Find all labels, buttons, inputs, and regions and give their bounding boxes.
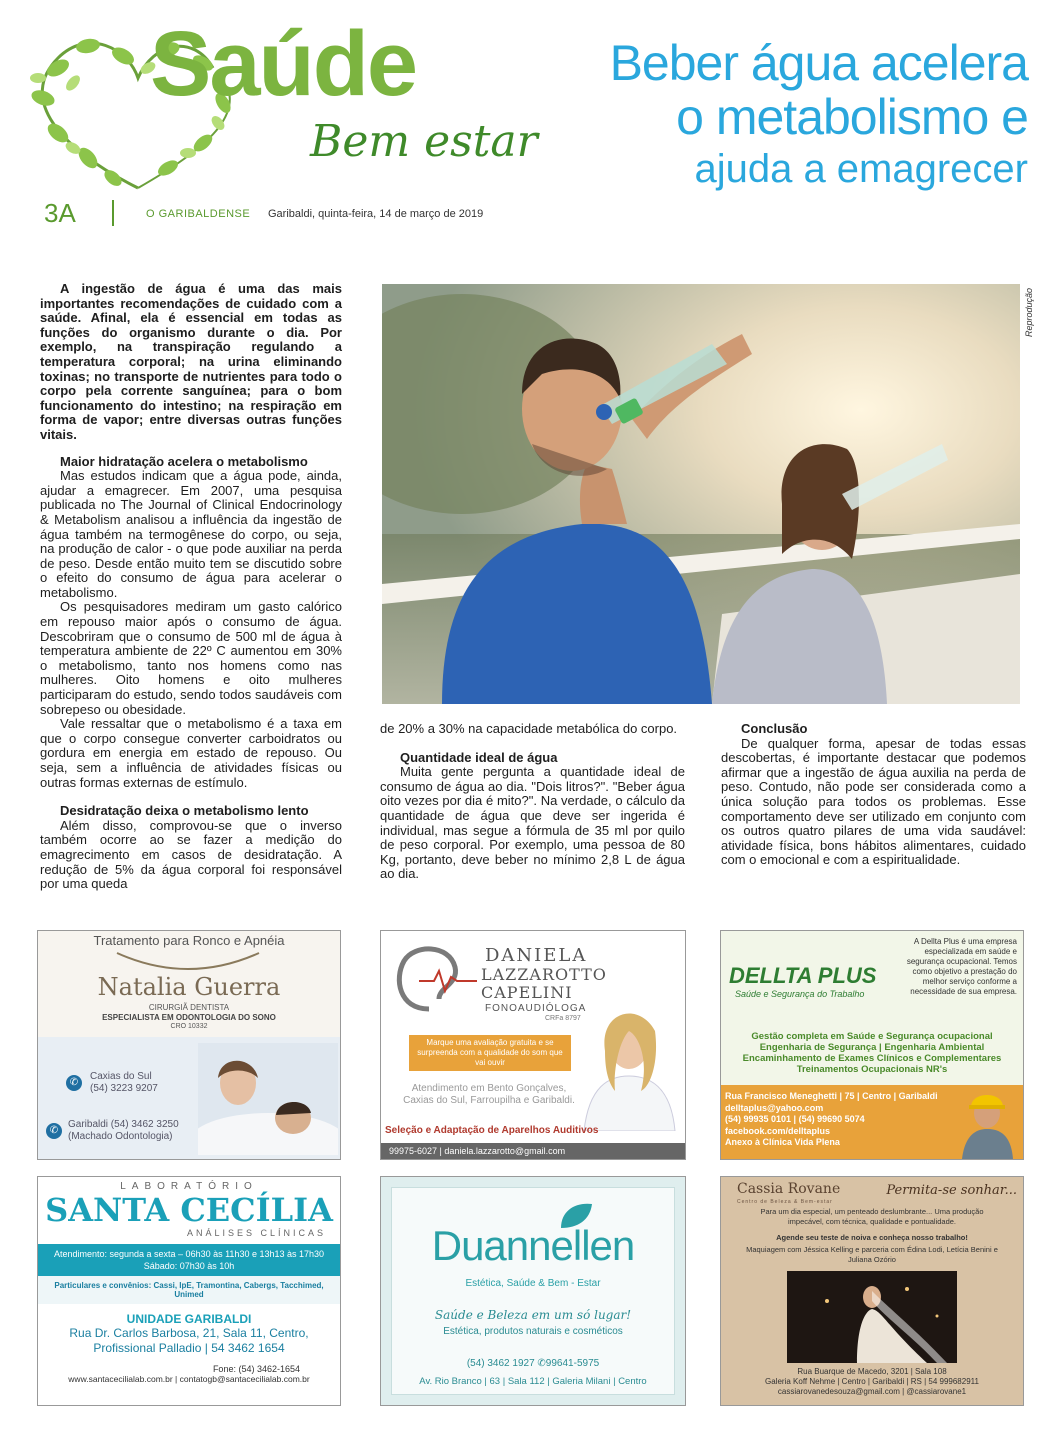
ad-sc-addr2: Profissional Palladio | 54 3462 1654 (93, 1341, 285, 1355)
ad-sc-unit: UNIDADE GARIBALDI (126, 1312, 252, 1326)
ad-natalia-top: Tratamento para Ronco e Apnéia (93, 933, 285, 948)
professional-portrait-image (579, 991, 679, 1131)
subhead-hydration: Maior hidratação acelera o metabolismo (60, 453, 308, 469)
ad-sc-fone: Fone: (54) 3462-1654 (212, 1364, 300, 1374)
ad-cassia-motto: Permita-se sonhar... (886, 1183, 1017, 1198)
ad-duannellen-sub: Estética, Saúde & Bem - Estar (465, 1278, 601, 1289)
ad-duannellen-phones: (54) 3462 1927 ✆99641-5975 (466, 1358, 600, 1369)
article-photo (382, 284, 1020, 704)
ad-dellta-phones: (54) 99935 0101 | (54) 99690 5074 (725, 1114, 865, 1124)
ad-daniela-role: FONOAUDIÓLOGA (485, 1003, 587, 1014)
worker-hardhat-image (957, 1079, 1017, 1159)
ad-natalia-phone1: (54) 3223 9207 (90, 1083, 158, 1094)
article-column-2 (380, 722, 685, 882)
ad-cassia-text3: Maquiagem com Jéssica Kelling e parceria com Édina Lodi, Letícia Benini e Juliana Ozório (746, 1245, 998, 1264)
ad-daniela-name3: CAPELINI (481, 983, 573, 1002)
ad-dellta-tagline: Saúde e Segurança do Trabalho (735, 989, 865, 999)
subhead-conclusion: Conclusão (741, 721, 808, 736)
ad-natalia-city2: Garibaldi (54) 3462 3250 (68, 1119, 179, 1130)
ad-cassia-sub: Centro de Beleza & Bem-estar (737, 1199, 833, 1205)
ad-cassia-address2: Galeria Koff Nehme | Centro | Garibaldi | RS | 54 999682911 (765, 1377, 979, 1386)
ad-dellta-annex: Anexo à Clínica Vida Plena (725, 1137, 840, 1147)
ad-dellta-email: delltaplus@yahoo.com (725, 1102, 824, 1113)
ad-sc-name: SANTA CECÍLIA (45, 1191, 333, 1229)
ad-dellta-facebook: facebook.com/delltaplus (725, 1125, 831, 1136)
headline-line-3: ajuda a emagrecer (694, 147, 1028, 191)
ad-natalia-role: CIRURGIÃ DENTISTA (148, 1003, 230, 1012)
ad-natalia-cro: CRO 10332 (170, 1023, 208, 1030)
ad-sc-hours1: Atendimento: segunda a sexta – 06h30 às 11h30 e 13h13 às 17h30 (53, 1249, 325, 1259)
ad-daniela-name1: DANIELA (485, 945, 588, 966)
subhead-ideal-amount: Quantidade ideal de água (400, 749, 558, 765)
phone-icon: ✆ (66, 1075, 82, 1091)
section-title: Saúde (150, 13, 417, 115)
headline (508, 36, 1028, 194)
ad-cassia-text1: Para um dia especial, um penteado deslumbrante... Uma produção impecável, com técnica, qualidade e pontualidade. (760, 1207, 984, 1226)
ad-dellta-logo: DELLTA PLUS (729, 963, 877, 988)
ad-dellta-address: Rua Francisco Meneghetti | 75 | Centro | Garibaldi (725, 1091, 938, 1101)
ad-santa-cecilia (37, 1176, 341, 1406)
page-number: 3A (44, 198, 76, 228)
ad-cassia-name: Cassia Rovane (737, 1181, 841, 1197)
ad-natalia-spec: ESPECIALISTA EM ODONTOLOGIA DO SONO (102, 1013, 276, 1022)
smile-arc-icon (113, 949, 263, 975)
paragraph-6: De qualquer forma, apesar de todas essas descobertas, é importante destacar que podemos afirmar que a ingestão de água auxilia na perda de peso. Contudo, não pode ser considerada como a única solução para todos os problemas. Esse comportamento deve ser utilizado em conjunto com os outros quatro pilares de uma vida saudável: atividade física, bons hábitos alimentares, cuidado com o emocional e com a espiritualidade. (721, 735, 1026, 868)
ad-daniela-offer: Marque uma avaliação gratuita e se surpreenda com a qualidade do som que vai ouvir (409, 1035, 571, 1071)
people-drinking-water-image (382, 284, 1020, 704)
ad-dellta-service-1: Gestão completa em Saúde e Segurança ocupacional (751, 1031, 993, 1042)
ad-dellta-service-4: Treinamentos Ocupacionais NR's (796, 1064, 948, 1075)
ad-cassia-contact: cassiarovanedesouza@gmail.com | @cassiarovane1 (777, 1387, 967, 1396)
header-divider (112, 200, 114, 226)
phone-icon: ✆ (46, 1123, 62, 1139)
ad-cassia-text2: Agende seu teste de noiva e conheça nosso trabalho! (776, 1233, 968, 1242)
paragraph-4-continued: de 20% a 30% na capacidade metabólica do corpo. (380, 721, 678, 736)
ad-daniela-service: Seleção e Adaptação de Aparelhos Auditivos (385, 1125, 599, 1136)
ad-natalia-city1: Caxias do Sul (90, 1071, 152, 1082)
ad-duannellen-name: Duannellen (431, 1222, 635, 1269)
dateline: Garibaldi, quinta-feira, 14 de março de 2019 (268, 208, 484, 220)
ad-daniela-lazzarotto (380, 930, 686, 1160)
paragraph-2: Os pesquisadores mediram um gasto calórico em repouso maior após o consumo de água. Descobriram que o consumo de 500 ml de água à temperatura ambiente de 22º C aumentou em 30% o metabolismo, tanto nos homens como nas mulheres. Oito homens e oito mulheres participaram do estudo, sendo todos saudáveis com sobrepeso ou obesidade. (40, 599, 342, 717)
paragraph-1: Mas estudos indicam que a água pode, ainda, ajudar a emagrecer. Em 2007, uma pesquisa publicada no The Journal of Clinical Endocrinology & Metabolism analisou a influência da ingestão de água também na termogênese do corpo, ou seja, na produção de calor - o que pode auxiliar na perda de peso. Desde então muito tem se discutido sobre o efeito do consumo de água para acelerar o metabolismo. (40, 468, 342, 600)
ad-natalia-name: Natalia Guerra (97, 973, 281, 1001)
paragraph-5: Muita gente pergunta a quantidade ideal de consumo de água ao dia. "Dois litros?". "Beber água oito vezes por dia é mito?". Na verdade, o cálculo da quantidade de água que deve ser ingerida é individual, mas segue a fórmula de 35 ml por quilo de peso corporal. Por exemplo, uma pessoa de 80 Kg, portanto, deve beber no mínimo 2,8 L de água ao dia. (380, 764, 685, 882)
ad-duannellen (380, 1176, 686, 1406)
ad-duannellen-address: Av. Rio Branco | 63 | Sala 112 | Galeria Milani | Centro (419, 1376, 647, 1387)
ad-dellta-service-2: Engenharia de Segurança | Engenharia Ambiental (759, 1042, 985, 1053)
ad-cassia-address1: Rua Buarque de Macedo, 3201 | Sala 108 (797, 1367, 947, 1376)
ad-duannellen-products: Estética, produtos naturais e cosméticos (443, 1326, 623, 1337)
sleeping-couple-image (198, 1043, 338, 1155)
ad-daniela-contact: 99975-6027 | daniela.lazzarotto@gmail.com (381, 1143, 685, 1159)
ad-dellta-service-3: Encaminhamento de Exames Clínicos e Complementares (742, 1053, 1002, 1064)
ad-sc-web: www.santacecilialab.com.br | contatogb@santacecilialab.com.br (68, 1374, 310, 1384)
ad-sc-addr1: Rua Dr. Carlos Barbosa, 21, Sala 11, Centro, (69, 1326, 309, 1340)
newspaper-name: O GARIBALDENSE (146, 208, 251, 220)
ad-natalia-clinic: (Machado Odontologia) (68, 1131, 173, 1142)
ad-daniela-where: Atendimento em Bento Gonçalves, Caxias do Sul, Farroupilha e Garibaldi. (403, 1083, 575, 1106)
ad-sc-hours2: Sábado: 07h30 às 10h (143, 1261, 235, 1271)
subhead-dehydration: Desidratação deixa o metabolismo lento (60, 803, 309, 819)
section-subtitle: Bem estar (310, 116, 538, 167)
ad-dellta-intro: A Dellta Plus é uma empresa especializada em saúde e segurança ocupacional. Temos como objetivo a prestação do melhor serviço conforme a necessidade de sua empresa. (906, 937, 1017, 996)
article-intro: A ingestão de água é uma das mais importantes recomendações de cuidado com a saúde. Afinal, ela é essencial em todas as funções do organismo durante o dia. Por exemplo, na transpiração regulando a temperatura corporal; na urina eliminando toxinas; no transporte de nutrientes para todo o corpo pela corrente sanguínea; para o bom funcionamento do intestino; na respiração em forma de vapor; entre diversas outras funções vitais. (40, 281, 342, 442)
ad-natalia-guerra (37, 930, 341, 1160)
ad-daniela-name2: LAZZAROTTO (481, 965, 607, 984)
ad-sc-lab: LABORATÓRIO (120, 1181, 258, 1192)
ad-duannellen-slogan: Saúde e Beleza em um só lugar! (434, 1308, 632, 1322)
ear-icon (389, 939, 479, 1019)
article-column-1 (40, 282, 342, 892)
ad-sc-insurance: Particulares e convênios: Cassi, IpE, Tramontina, Cabergs, Tacchimed, Unimed (38, 1276, 340, 1304)
article-column-3 (721, 722, 1026, 868)
paragraph-4: Além disso, comprovou-se que o inverso também ocorre ao se fazer a medição do emagrecimento em casos de desidratação. A redução de 5% da água corporal foi responsável por uma queda (40, 817, 342, 892)
headline-line-1: Beber água acelera (609, 35, 1028, 91)
ad-daniela-crfa: CRFa 8797 (545, 1015, 581, 1022)
paragraph-3: Vale ressaltar que o metabolismo é a taxa em que o corpo consegue converter carboidratos ou gordura em energia em estado de repouso. Ou seja, sem a influência de atividades físicas ou outras formas externas de estímulo. (40, 716, 342, 790)
bride-photo-image (787, 1271, 957, 1363)
photo-credit: Reprodução (1024, 288, 1034, 338)
ad-cassia-rovane (720, 1176, 1024, 1406)
headline-line-2: o metabolismo e (676, 89, 1028, 145)
ad-sc-sub: ANÁLISES CLÍNICAS (186, 1228, 326, 1238)
ad-dellta-plus (720, 930, 1024, 1160)
